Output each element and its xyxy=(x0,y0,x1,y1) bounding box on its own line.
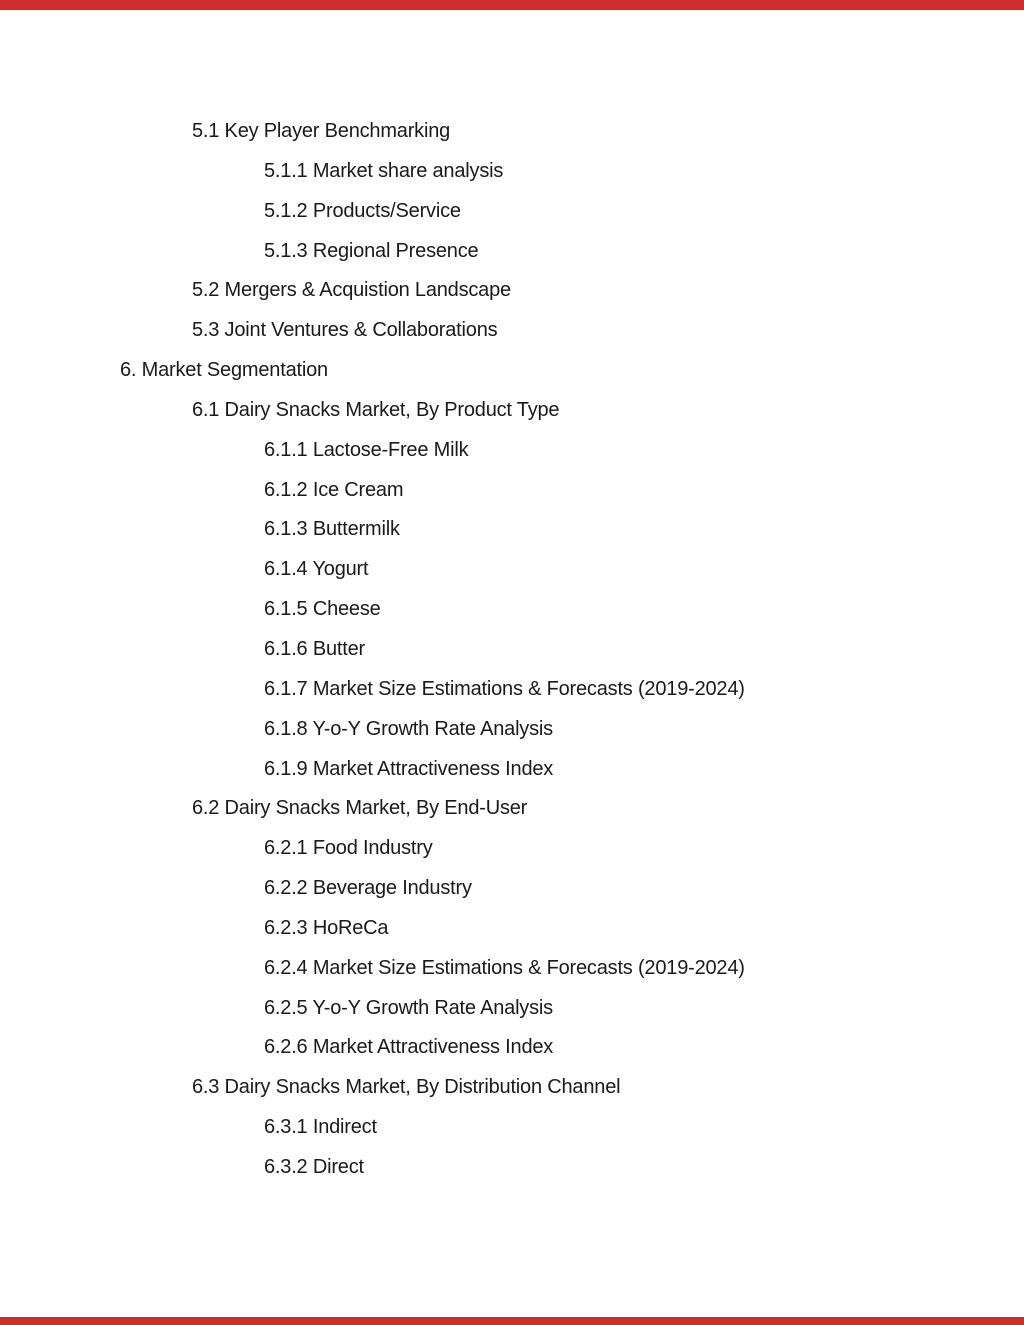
toc-entry: 6.2.3 HoReCa xyxy=(264,916,389,939)
top-accent-bar xyxy=(0,0,1024,10)
toc-list xyxy=(0,112,1024,1188)
toc-entry: 6.1.3 Buttermilk xyxy=(264,518,400,541)
toc-entry: 6.2.4 Market Size Estimations & Forecasts (2019-2024) xyxy=(264,956,745,979)
toc-entry: 5.1.1 Market share analysis xyxy=(264,159,504,182)
toc-entry: 6.2 Dairy Snacks Market, By End-User xyxy=(192,797,528,820)
toc-entry: 5.1 Key Player Benchmarking xyxy=(192,120,451,142)
toc-entry: 6.1.9 Market Attractiveness Index xyxy=(264,757,554,780)
toc-entry: 6.3.1 Indirect xyxy=(264,1116,377,1139)
toc-entry: 6.2.2 Beverage Industry xyxy=(264,877,472,900)
toc-entry: 6.1 Dairy Snacks Market, By Product Type xyxy=(192,398,560,421)
toc-entry: 6.1.6 Butter xyxy=(264,637,365,660)
toc-entry: 6.3 Dairy Snacks Market, By Distribution Channel xyxy=(192,1076,621,1099)
toc-entry: 6.1.5 Cheese xyxy=(264,598,381,621)
toc-entry: 6.1.2 Ice Cream xyxy=(264,478,404,501)
toc-entry: 6.1.7 Market Size Estimations & Forecasts (2019-2024) xyxy=(264,677,745,700)
toc-entry: 6.1.8 Y-o-Y Growth Rate Analysis xyxy=(264,717,553,740)
toc-entry: 5.1.2 Products/Service xyxy=(264,199,461,222)
toc-entry: 5.1.3 Regional Presence xyxy=(264,239,479,262)
toc-entry: 5.2 Mergers & Acquistion Landscape xyxy=(192,279,511,302)
toc-entry: 6.1.4 Yogurt xyxy=(264,558,369,581)
toc-entry: 6.2.1 Food Industry xyxy=(264,837,433,860)
toc-entry: 5.3 Joint Ventures & Collaborations xyxy=(192,319,498,342)
toc-entry: 6.2.5 Y-o-Y Growth Rate Analysis xyxy=(264,996,553,1019)
toc-entry: 6. Market Segmentation xyxy=(120,359,328,382)
toc-entry: 6.2.6 Market Attractiveness Index xyxy=(264,1036,554,1059)
bottom-accent-bar xyxy=(0,1317,1024,1325)
toc-entry: 6.3.2 Direct xyxy=(264,1155,364,1178)
toc-entry: 6.1.1 Lactose-Free Milk xyxy=(264,438,469,461)
